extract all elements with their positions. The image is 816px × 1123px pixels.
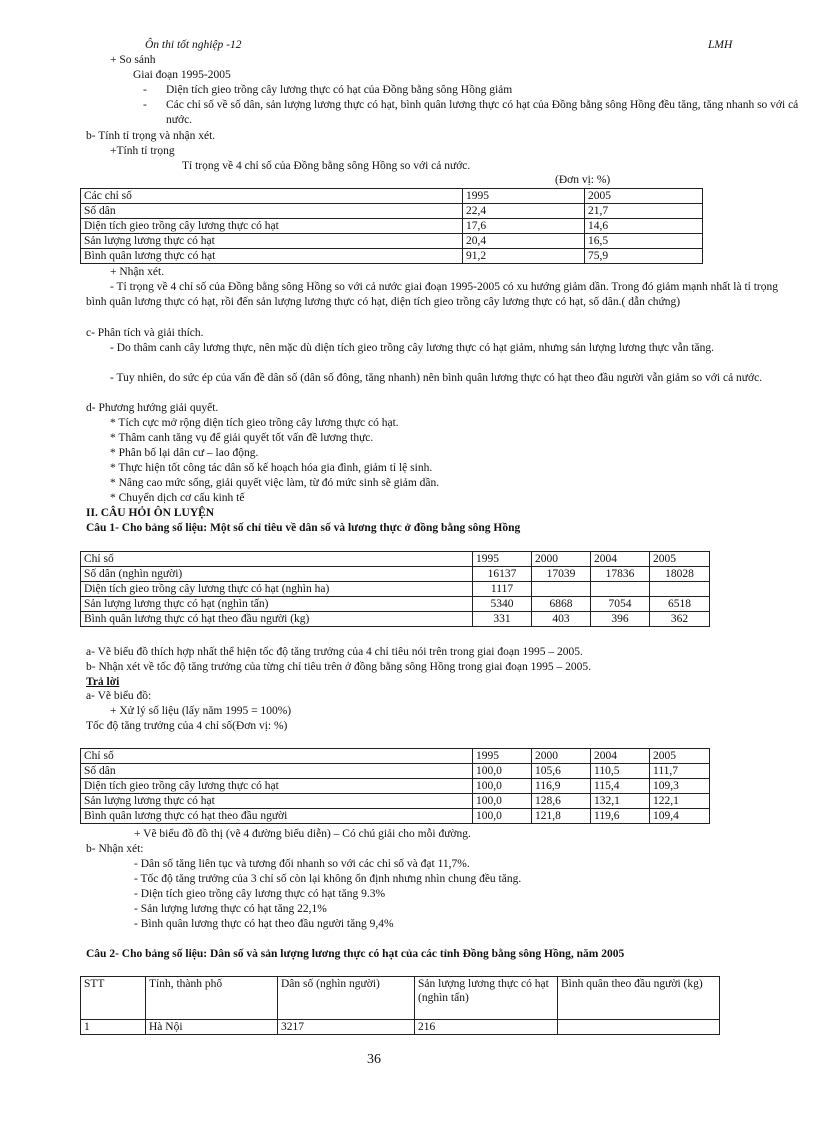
bullet-dash: - xyxy=(143,84,147,96)
section-c-heading: c- Phân tích và giải thích. xyxy=(86,327,204,339)
section-c-p1: - Do thâm canh cây lương thực, nên mặc dù diện tích gieo trồng cây lương thực có hạt giảm, nhưng sản lượng lương thực vẫn tăng. xyxy=(110,342,715,354)
bullet-item: Các chỉ số về số dân, sản lượng lương thực có hạt, bình quân lương thực có hạt của Đồng bằng sông Hồng đều tăng, tăng nhanh so với cả nước. xyxy=(166,99,799,126)
table-cell: Chỉ số xyxy=(81,552,473,567)
list-item: * Thâm canh tăng vụ để giải quyết tốt vấn đề lương thực. xyxy=(110,432,374,444)
table-row xyxy=(81,809,710,824)
table-cell xyxy=(532,582,591,597)
table-cell: 128,6 xyxy=(532,794,591,809)
table-cell: 1117 xyxy=(473,582,532,597)
header-left: Ôn thi tốt nghiệp -12 xyxy=(145,39,242,51)
question1-part-a: a- Vẽ biểu đồ thích hợp nhất thể hiện tốc độ tăng trưởng của 4 chỉ tiêu nói trên trong giai đoạn 1995 – 2005. xyxy=(86,646,583,658)
question2-title: Câu 2- Cho bảng số liệu: Dân số và sản lượng lương thực có hạt của các tỉnh Đồng bằng sông Hồng, năm 2005 xyxy=(86,948,625,960)
growth-table-title: Tốc độ tăng trưởng của 4 chỉ số(Đơn vị: %) xyxy=(86,720,288,732)
table-cell: 121,8 xyxy=(532,809,591,824)
table-row xyxy=(81,582,710,597)
table-cell: 16137 xyxy=(473,567,532,582)
table-cell: 132,1 xyxy=(591,794,650,809)
table-cell: 1995 xyxy=(473,749,532,764)
answer-label: Trả lời xyxy=(86,676,120,688)
table-header-row xyxy=(81,977,720,1020)
list-item: - Dân số tăng liên tục và tương đối nhanh so với các chỉ số và đạt 11,7%. xyxy=(134,858,470,870)
table-cell: 20,4 xyxy=(463,234,585,249)
table-cell: 17,6 xyxy=(463,219,585,234)
answer-a: a- Vẽ biểu đồ: xyxy=(86,690,152,702)
table-cell: 109,4 xyxy=(650,809,710,824)
table-cell xyxy=(558,1020,720,1035)
table-cell: 331 xyxy=(473,612,532,627)
table-cell: 6868 xyxy=(532,597,591,612)
ratio-table xyxy=(80,188,703,264)
page-number: 36 xyxy=(367,1052,381,1067)
table-cell: 1995 xyxy=(463,189,585,204)
table-cell xyxy=(591,582,650,597)
table-cell: 75,9 xyxy=(585,249,703,264)
table-cell: Bình quân lương thực có hạt theo đầu người (kg) xyxy=(81,612,473,627)
unit-label: (Đơn vị: %) xyxy=(555,174,611,186)
table-cell: Chỉ số xyxy=(81,749,473,764)
q1-table xyxy=(80,551,710,627)
bullet-item: Diện tích gieo trồng cây lương thực có hạt của Đồng bằng sông Hồng giảm xyxy=(166,84,513,96)
table-cell: Sản lượng lương thực có hạt (nghìn tấn) xyxy=(415,977,558,1020)
table-row xyxy=(81,234,703,249)
table-cell: 100,0 xyxy=(473,764,532,779)
table-cell: 2004 xyxy=(591,552,650,567)
table-cell: Bình quân lương thực có hạt theo đầu người xyxy=(81,809,473,824)
table-cell: Số dân xyxy=(81,204,463,219)
table-cell: 1 xyxy=(81,1020,146,1035)
answer-a-sub: + Xử lý số liệu (lấy năm 1995 = 100%) xyxy=(110,705,292,717)
table-cell: 216 xyxy=(415,1020,558,1035)
table-cell: Tỉnh, thành phố xyxy=(146,977,278,1020)
table-cell: 105,6 xyxy=(532,764,591,779)
section-b-heading: b- Tính tỉ trọng và nhận xét. xyxy=(86,130,216,142)
table-cell: 119,6 xyxy=(591,809,650,824)
table-cell: Hà Nội xyxy=(146,1020,278,1035)
q2-table xyxy=(80,976,720,1035)
table-cell: 3217 xyxy=(278,1020,415,1035)
table-cell: 5340 xyxy=(473,597,532,612)
table-row xyxy=(81,597,710,612)
chart-note: + Vẽ biểu đồ đồ thị (vẽ 4 đường biểu diễn) – Có chú giải cho mỗi đường. xyxy=(134,828,471,840)
table-cell: 17836 xyxy=(591,567,650,582)
table-cell: Các chỉ số xyxy=(81,189,463,204)
table-row xyxy=(81,612,710,627)
list-item: - Diện tích gieo trồng cây lương thực có hạt tăng 9.3% xyxy=(134,888,386,900)
table-cell xyxy=(650,582,710,597)
table-cell: 403 xyxy=(532,612,591,627)
table-title: Tỉ trọng về 4 chỉ số của Đồng bằng sông Hồng so với cả nước. xyxy=(182,160,471,172)
table-row xyxy=(81,764,710,779)
table-cell: 362 xyxy=(650,612,710,627)
table-cell: 2005 xyxy=(650,749,710,764)
table-cell: Bình quân theo đầu người (kg) xyxy=(558,977,720,1020)
table-header-row xyxy=(81,552,710,567)
growth-table xyxy=(80,748,710,824)
list-item: * Phân bố lại dân cư – lao động. xyxy=(110,447,259,459)
table-row xyxy=(81,219,703,234)
list-item: - Bình quân lương thực có hạt theo đầu người tăng 9,4% xyxy=(134,918,394,930)
table-cell: Bình quân lương thực có hạt xyxy=(81,249,463,264)
list-item: - Sản lượng lương thực có hạt tăng 22,1% xyxy=(134,903,327,915)
table-cell: 2000 xyxy=(532,749,591,764)
table-cell: Số dân (nghìn người) xyxy=(81,567,473,582)
section-b-sub: +Tính tỉ trọng xyxy=(110,145,175,157)
table-cell: Số dân xyxy=(81,764,473,779)
table-cell: 100,0 xyxy=(473,794,532,809)
table-cell: 122,1 xyxy=(650,794,710,809)
table-cell: 115,4 xyxy=(591,779,650,794)
section-d-heading: d- Phương hướng giải quyết. xyxy=(86,402,219,414)
list-item: * Nâng cao mức sống, giải quyết việc làm, từ đó mức sinh sẽ giảm dần. xyxy=(110,477,440,489)
table-cell: 2000 xyxy=(532,552,591,567)
remark-label: + Nhận xét. xyxy=(110,266,165,278)
remark-text: - Tỉ trọng về 4 chỉ số của Đồng bằng sông Hồng so với cả nước giai đoạn 1995-2005 có xu hướng giảm dần. Trong đó giảm mạnh nhất là tỉ trọng bình quân lương thực có hạt, rồi đến sản lượng lương thực có hạt, diện tích gieo trồng cây lương thực có hạt, số dân.( dẫn chứng) xyxy=(86,281,779,308)
table-header-row xyxy=(81,189,703,204)
table-cell: 18028 xyxy=(650,567,710,582)
list-item: * Thực hiện tốt công tác dân số kế hoạch hóa gia đình, giảm tỉ lệ sinh. xyxy=(110,462,433,474)
table-row xyxy=(81,204,703,219)
section-c-p2: - Tuy nhiên, do sức ép của vấn đề dân số (dân số đông, tăng nhanh) nên bình quân lương thực có hạt theo đầu người vẫn giảm so với cả nước. xyxy=(110,372,763,384)
table-cell: 2005 xyxy=(585,189,703,204)
table-cell: 6518 xyxy=(650,597,710,612)
table-row xyxy=(81,1020,720,1035)
table-cell: Sản lượng lương thực có hạt (nghìn tấn) xyxy=(81,597,473,612)
question1-part-b: b- Nhận xét về tốc độ tăng trưởng của từng chỉ tiêu trên ở đồng bằng sông Hồng trong giai đoạn 1995 – 2005. xyxy=(86,661,591,673)
table-cell: 116,9 xyxy=(532,779,591,794)
table-cell: 110,5 xyxy=(591,764,650,779)
table-cell: 396 xyxy=(591,612,650,627)
answer-b: b- Nhận xét: xyxy=(86,843,144,855)
table-row xyxy=(81,779,710,794)
table-cell: 14,6 xyxy=(585,219,703,234)
period-label: Giai đoạn 1995-2005 xyxy=(133,69,231,81)
table-cell: 21,7 xyxy=(585,204,703,219)
table-cell: 16,5 xyxy=(585,234,703,249)
table-cell: Sản lượng lương thực có hạt xyxy=(81,234,463,249)
table-cell: 2004 xyxy=(591,749,650,764)
bullet-dash: - xyxy=(143,99,147,111)
table-cell: 17039 xyxy=(532,567,591,582)
table-header-row xyxy=(81,749,710,764)
table-cell: 22,4 xyxy=(463,204,585,219)
question1-title: Câu 1- Cho bảng số liệu: Một số chỉ tiêu về dân số và lương thực ở đồng bằng sông Hồng xyxy=(86,522,521,534)
table-row xyxy=(81,249,703,264)
list-item: * Chuyển dịch cơ cấu kinh tế xyxy=(110,492,245,504)
compare-label: + So sánh xyxy=(110,54,156,66)
table-cell: Dân số (nghìn người) xyxy=(278,977,415,1020)
table-cell: Diện tích gieo trồng cây lương thực có hạt xyxy=(81,219,463,234)
table-cell: 100,0 xyxy=(473,779,532,794)
table-row xyxy=(81,794,710,809)
header-right: LMH xyxy=(708,39,733,51)
table-row xyxy=(81,567,710,582)
table-cell: 100,0 xyxy=(473,809,532,824)
table-cell: 7054 xyxy=(591,597,650,612)
table-cell: STT xyxy=(81,977,146,1020)
table-cell: 109,3 xyxy=(650,779,710,794)
table-cell: 1995 xyxy=(473,552,532,567)
table-cell: Diện tích gieo trồng cây lương thực có hạt (nghìn ha) xyxy=(81,582,473,597)
list-item: - Tốc độ tăng trưởng của 3 chỉ số còn lại không ổn định nhưng nhìn chung đều tăng. xyxy=(134,873,522,885)
table-cell: 111,7 xyxy=(650,764,710,779)
part2-heading: II. CÂU HỎI ÔN LUYỆN xyxy=(86,507,215,519)
table-cell: Sản lượng lương thực có hạt xyxy=(81,794,473,809)
list-item: * Tích cực mở rộng diện tích gieo trồng cây lương thực có hạt. xyxy=(110,417,399,429)
table-cell: 91,2 xyxy=(463,249,585,264)
table-cell: 2005 xyxy=(650,552,710,567)
table-cell: Diện tích gieo trồng cây lương thực có hạt xyxy=(81,779,473,794)
